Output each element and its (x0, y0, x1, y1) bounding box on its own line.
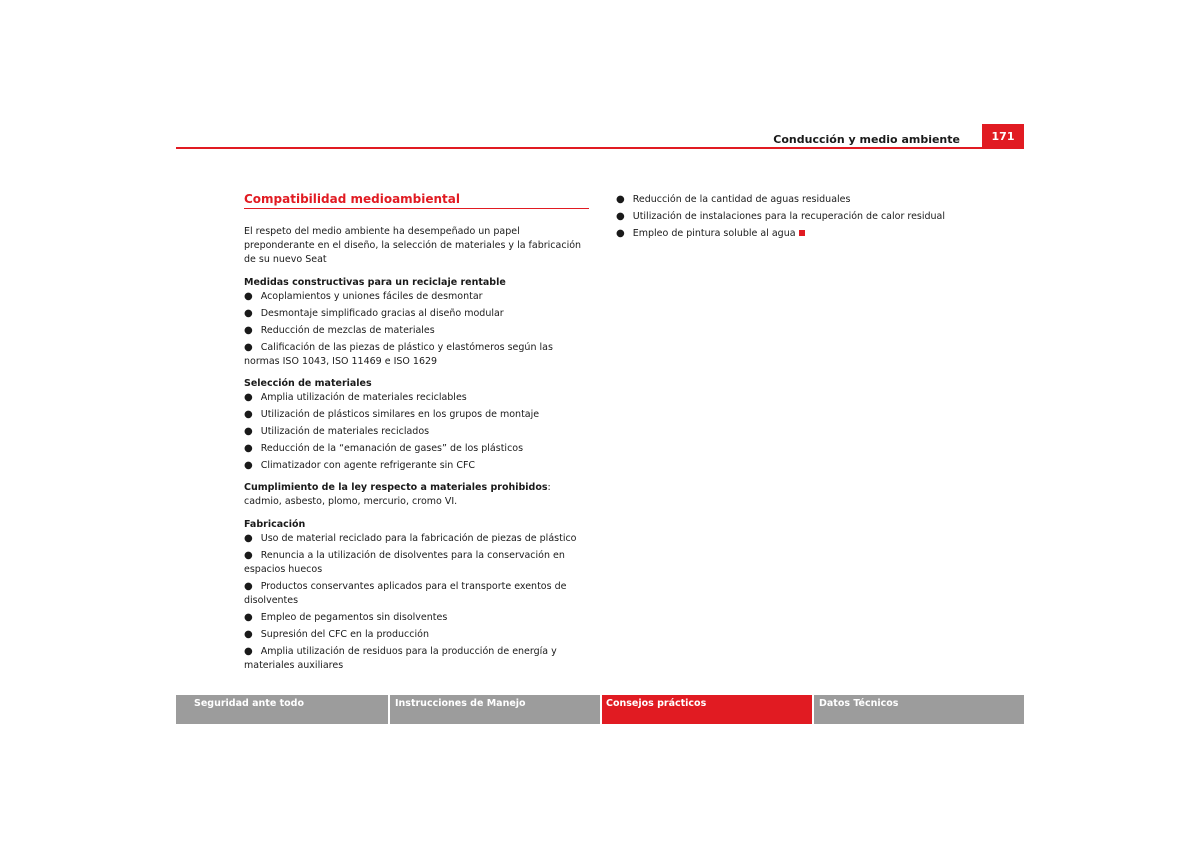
list-item: ● Utilización de materiales reciclados (244, 426, 430, 437)
bullet-icon: ● (244, 629, 253, 640)
list-item: ● Productos conservantes aplicados para el transporte exentos de disolventes (244, 581, 567, 606)
bullet-icon: ● (244, 342, 253, 353)
bullet-icon: ● (244, 291, 253, 302)
bullet-icon: ● (244, 646, 253, 657)
law-heading: Cumplimiento de la ley respecto a materiales prohibidos (244, 482, 548, 493)
list-item: ● Empleo de pintura soluble al agua (616, 227, 946, 241)
construction-list (244, 290, 589, 369)
bullet-icon: ● (244, 581, 253, 592)
materials-list (244, 391, 589, 473)
list-item: ● Supresión del CFC en la producción (244, 629, 429, 640)
page-number: 171 (982, 124, 1024, 148)
law-text: : cadmio, asbesto, plomo, mercurio, cromo VI. (244, 482, 551, 507)
list-item: ● Amplia utilización de materiales reciclables (244, 392, 467, 403)
footer-nav (176, 695, 1024, 724)
list-item: ● Renuncia a la utilización de disolventes para la conservación en espacios huecos (244, 550, 565, 575)
header-rule (176, 147, 1024, 149)
list-item: ● Climatizador con agente refrigerante sin CFC (244, 460, 476, 471)
bullet-icon: ● (244, 533, 253, 544)
bullet-icon: ● (244, 409, 253, 420)
left-column (244, 192, 589, 681)
bullet-icon: ● (244, 550, 253, 561)
list-item: ● Calificación de las piezas de plástico y elastómeros según las normas ISO 1043, ISO 11469 e ISO 1629 (244, 342, 553, 367)
right-column (616, 193, 946, 249)
list-item: ● Utilización de instalaciones para la recuperación de calor residual (616, 211, 946, 222)
bullet-icon: ● (244, 392, 253, 403)
right-list (616, 193, 946, 241)
tab-seguridad[interactable]: Seguridad ante todo (176, 695, 388, 724)
list-item: ● Empleo de pegamentos sin disolventes (244, 612, 448, 623)
bullet-icon: ● (244, 443, 253, 454)
manufacturing-heading: Fabricación (244, 519, 306, 530)
bullet-icon: ● (244, 426, 253, 437)
list-item: ● Reducción de la “emanación de gases” de los plásticos (244, 443, 524, 454)
bullet-icon: ● (616, 194, 625, 205)
materials-heading: Selección de materiales (244, 378, 372, 389)
list-item: ● Acoplamientos y uniones fáciles de desmontar (244, 291, 483, 302)
list-item: ● Uso de material reciclado para la fabricación de piezas de plástico (244, 533, 577, 544)
list-item: ● Reducción de la cantidad de aguas residuales (616, 194, 851, 205)
intro-paragraph: El respeto del medio ambiente ha desempeñado un papel preponderante en el diseño, la selección de materiales y la fabricación de su nuevo Seat (244, 226, 582, 265)
section-title: Compatibilidad medioambiental (244, 192, 589, 209)
chapter-title: Conducción y medio ambiente (773, 133, 960, 146)
bullet-icon: ● (616, 228, 625, 239)
construction-heading: Medidas constructivas para un reciclaje rentable (244, 277, 506, 288)
list-item: ● Utilización de plásticos similares en los grupos de montaje (244, 409, 540, 420)
list-item: ● Desmontaje simplificado gracias al diseño modular (244, 308, 504, 319)
bullet-icon: ● (244, 308, 253, 319)
tab-datos-tecnicos[interactable]: Datos Técnicos (812, 695, 1024, 724)
list-item: ● Amplia utilización de residuos para la producción de energía y materiales auxiliares (244, 646, 557, 671)
tab-instrucciones[interactable]: Instrucciones de Manejo (388, 695, 600, 724)
bullet-icon: ● (244, 325, 253, 336)
tab-consejos[interactable]: Consejos prácticos (600, 695, 812, 724)
bullet-icon: ● (616, 211, 625, 222)
bullet-icon: ● (244, 460, 253, 471)
bullet-icon: ● (244, 612, 253, 623)
end-of-section-icon (799, 230, 805, 236)
law-paragraph (244, 481, 589, 509)
list-item: ● Reducción de mezclas de materiales (244, 325, 435, 336)
manufacturing-list (244, 532, 589, 673)
